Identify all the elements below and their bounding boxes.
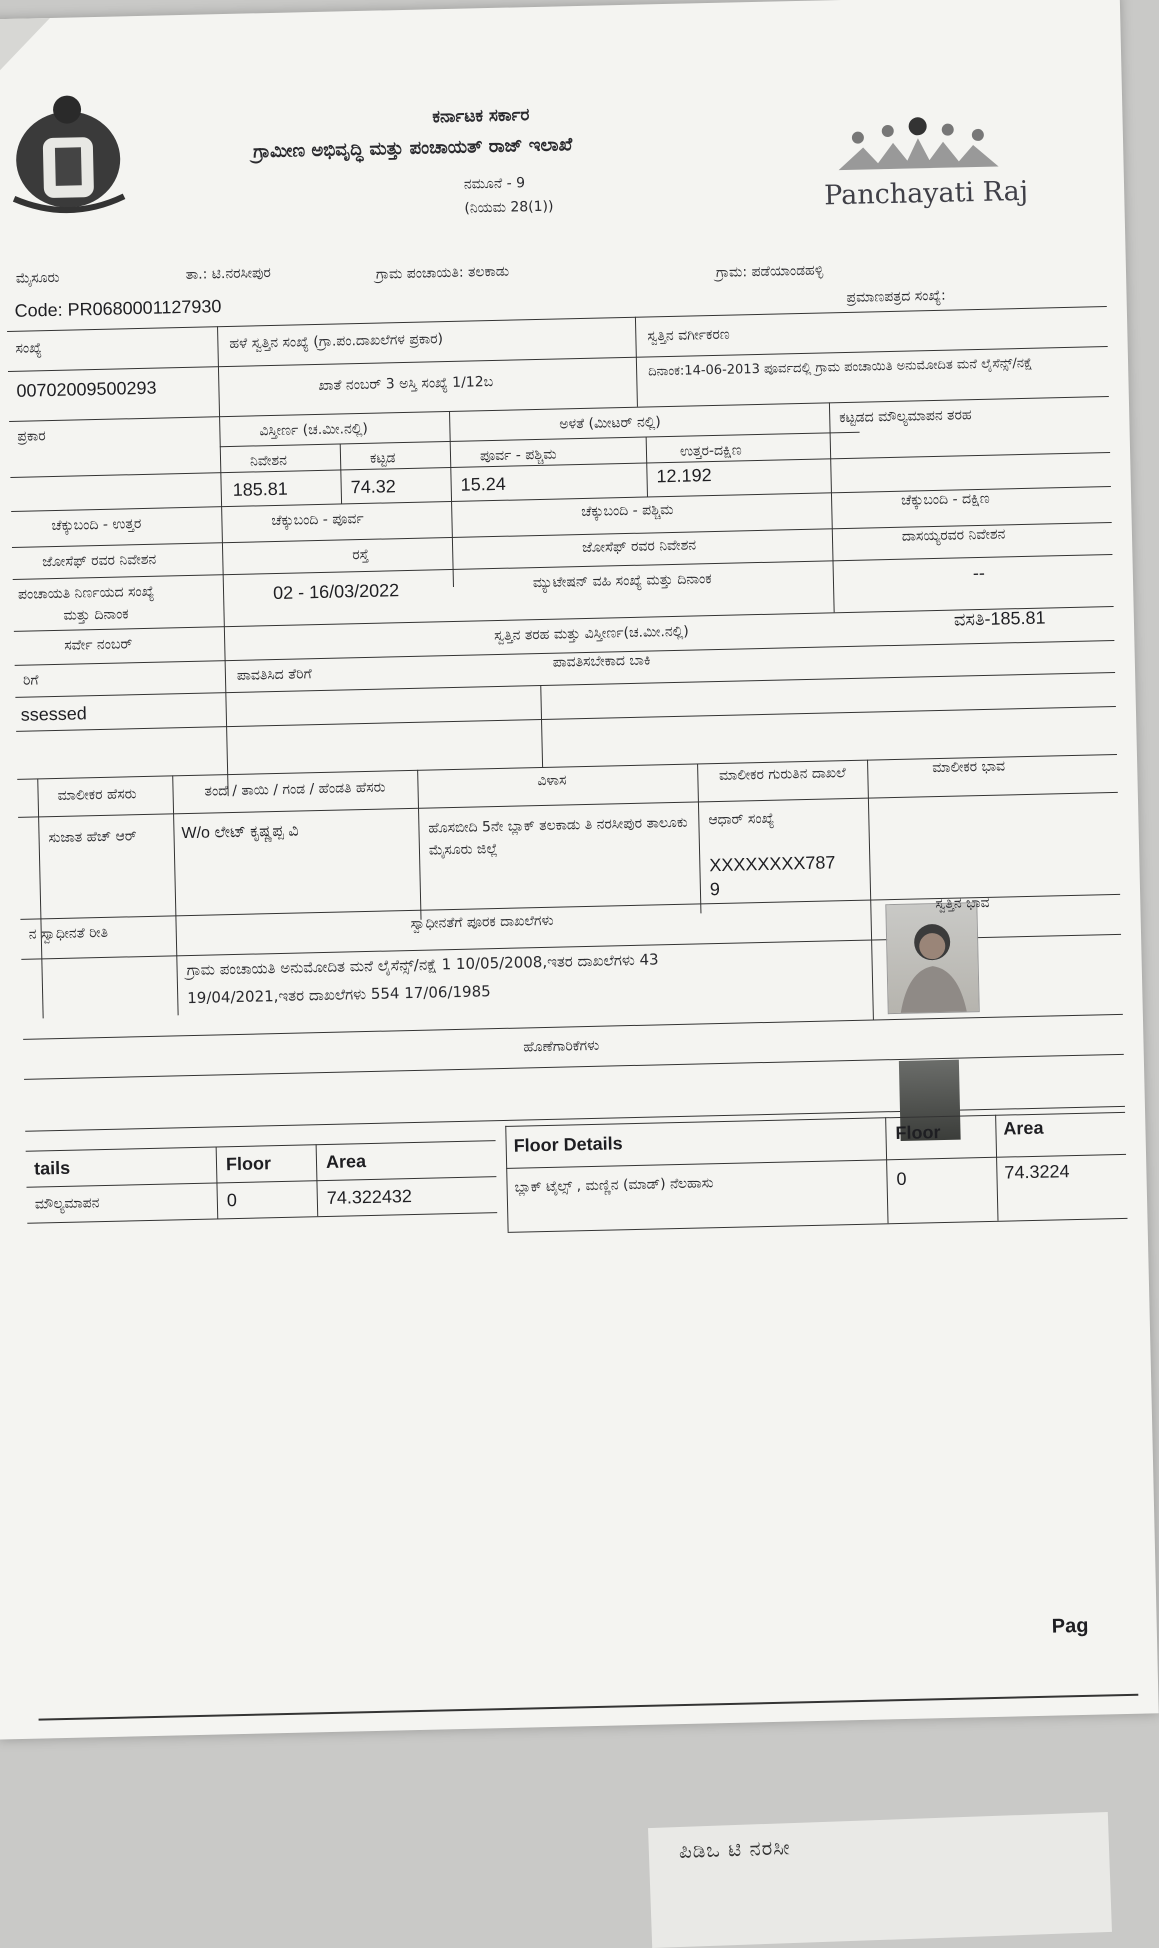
west-boundary-value: ಜೋಸೆಫ್ ರವರ ನಿವೇಶನ (581, 537, 697, 557)
owner-photo-label: ಮಾಲೀಕರ ಭಾವ (932, 758, 1006, 777)
survey-number-label: ಸರ್ವೇ ನಂಬರ್ (64, 636, 133, 654)
ownership-docs-label: ಸ್ವಾಧೀನತೆಗೆ ಪೂರಕ ದಾಖಲೆಗಳು (410, 912, 554, 933)
floors-right-area: 74.3224 (1004, 1161, 1070, 1183)
type-area-label: ಸ್ವತ್ತಿನ ತರಹ ಮತ್ತು ವಿಸ್ತೀರ್ಣ(ಚ.ಮೀ.ನಲ್ಲಿ) (493, 623, 689, 645)
code: Code: PR0680001127930 (14, 296, 222, 321)
liabilities-label: ಹೊಣೆಗಾರಿಕೆಗಳು (523, 1037, 600, 1056)
classification-label: ಸ್ವತ್ತಿನ ವರ್ಗೀಕರಣ (647, 326, 730, 345)
floors-left-header-floor: Floor (225, 1153, 272, 1175)
type-label: ಪ್ರಕಾರ (17, 428, 46, 445)
south-boundary-value: ದಾಸಯ್ಯರವರ ನಿವೇಶನ (901, 526, 1006, 545)
mutation-label: ಮ್ಯುಟೇಷನ್ ವಹಿ ಸಂಖ್ಯೆ ಮತ್ತು ದಿನಾಂಕ (532, 571, 712, 592)
taluk: ತಾ.: ಟಿ.ನರಸೀಪುರ (185, 265, 272, 283)
west-boundary-label: ಚೆಕ್ಕುಬಂದಿ - ಪಶ್ಚಿಮ (581, 501, 674, 521)
owner-id-type: ಆಧಾರ್ ಸಂಖ್ಯೆ (708, 810, 775, 829)
east-boundary-label: ಚೆಕ್ಕುಬಂದಿ - ಪೂರ್ವ (271, 510, 364, 530)
property-no-value: 00702009500293 (16, 377, 157, 401)
paid-tax-label: ಪಾವತಿಸಿದ ತೆರಿಗೆ (236, 666, 312, 684)
classification-value: ದಿನಾಂಕ:14-06-2013 ಪೂರ್ವದಲ್ಲಿ ಗ್ರಾಮ ಪಂಚಾಯಿತಿ ಅನುಮೋದಿತ ಮನೆ ಲೈಸೆನ್ಸ್/ನಕ್ಷೆ (647, 355, 1033, 380)
north-boundary-value: ಜೋಸೆಫ್ ರವರ ನಿವೇಶನ (42, 551, 157, 571)
underlying-sheet (648, 1812, 1112, 1948)
site-area-value: 185.81 (232, 478, 289, 500)
ownership-docs-line-2: 19/04/2021,ಇತರ ದಾಖಲೆಗಳು 554 17/06/1985 (187, 982, 491, 1008)
building-area-value: 74.32 (350, 476, 396, 498)
owner-id-value: XXXXXXXX787 (709, 852, 836, 876)
measure-label: ಅಳತೆ (ಮೀಟರ್ ನಲ್ಲಿ) (559, 414, 661, 433)
floors-right-details: ಬ್ಲಾಕ್ ಟೈಲ್ಸ್ , ಮಣ್ಣಿನ (ಮಾಡ್) ನೆಲಹಾಸು (514, 1175, 714, 1196)
floors-right-header-area: Area (1003, 1117, 1044, 1139)
floors-right-floor: 0 (896, 1168, 907, 1190)
site-label: ನಿವೇಶನ (249, 452, 288, 470)
tax-assessed-value: ssessed (20, 703, 88, 725)
address-label: ವಿಳಾಸ (537, 772, 567, 790)
area-label: ವಿಸ್ತೀರ್ಣ (ಚ.ಮೀ.ನಲ್ಲಿ) (259, 420, 369, 440)
property-no-label: ಸಂಖ್ಯೆ (15, 340, 42, 357)
floors-right-header-details: Floor Details (513, 1133, 623, 1156)
tax-label: ರಿಗೆ (22, 672, 39, 689)
floors-left-header-area: Area (325, 1151, 367, 1172)
ownership-docs-line-1: ಗ್ರಾಮ ಪಂಚಾಯತಿ ಅನುಮೋದಿತ ಮನೆ ಲೈಸೆನ್ಸ್/ನಕ್ಷೆ 1 10/05/2008,ಇತರ ದಾಖಲೆಗಳು 43 (186, 950, 659, 980)
district: ಮೈಸೂರು (15, 269, 60, 287)
owner-photo (885, 902, 979, 1014)
due-tax-label: ಪಾವತಿಸಬೇಕಾದ ಬಾಕಿ (552, 652, 651, 671)
east-west-value: 15.24 (460, 473, 506, 495)
panchayati-raj-logo-icon (822, 106, 1014, 180)
govt-title: ಕರ್ನಾಟಕ ಸರ್ಕಾರ (432, 105, 530, 128)
east-boundary-value: ರಸ್ತೆ (352, 546, 370, 564)
old-property-no-value: ಖಾತೆ ನಂಬರ್ 3 ಅಸ್ತಿ ಸಂಖ್ಯೆ 1/12ಬ (318, 374, 494, 394)
person-icon (886, 903, 978, 1013)
floors-left-details: ಮೌಲ್ಯಮಾಪನ (34, 1195, 100, 1213)
owner-id-value-tail: 9 (709, 878, 721, 900)
gram-panchayat: ಗ್ರಾಮ ಪಂಚಾಯತಿ: ತಲಕಾಡು (375, 263, 510, 283)
north-boundary-label: ಚೆಕ್ಕುಬಂದಿ - ಉತ್ತರ (51, 516, 142, 535)
panchayati-raj-logo-text: Panchayati Raj (823, 175, 1029, 212)
old-property-no-label: ಹಳೆ ಸ್ವತ್ತಿನ ಸಂಖ್ಯೆ (ಗ್ರಾ.ಪಂ.ದಾಖಲೆಗಳ ಪ್ರಕಾರ) (229, 331, 444, 352)
rule-number: (ನಿಯಮ 28(1)) (464, 198, 554, 217)
underlying-sheet-text: ಪಿಡಿಒ ಟಿ ನರಸೀ (678, 1835, 791, 1863)
floors-left-header-details: tails (33, 1157, 71, 1179)
owner-name-value: ಸುಜಾತ ಹೆಚ್ ಆರ್ (48, 828, 137, 847)
address-value: ಹೊಸಬೀದಿ 5ನೇ ಬ್ಲಾಕ್ ತಲಕಾಡು ತಿ ನರಸೀಪುರ ತಾಲೂಕು ಮೈಸೂರು ಜಿಲ್ಲೆ (428, 814, 688, 859)
floors-left-floor: 0 (226, 1190, 238, 1211)
south-boundary-label: ಚೆಕ್ಕುಬಂದಿ - ದಕ್ಷಿಣ (900, 490, 990, 509)
village: ಗ್ರಾಮ: ಪಡೆಯಾಂಡಹಳ್ಳಿ (715, 262, 824, 281)
mutation-value: -- (972, 562, 986, 584)
owner-name-label: ಮಾಲೀಕರ ಹೆಸರು (57, 786, 137, 804)
valuation-label: ಕಟ್ಟಡದ ಮೌಲ್ಯಮಾಪನ ತರಹ (839, 407, 972, 427)
north-south-value: 12.192 (656, 465, 712, 487)
page-number: Pag (1051, 1614, 1089, 1638)
east-west-label: ಪೂರ್ವ - ಪಶ್ಚಿಮ (479, 446, 557, 465)
type-area-value: ವಸತಿ-185.81 (953, 607, 1046, 630)
resolution-value: 02 - 16/03/2022 (272, 580, 400, 604)
resolution-label-2: ಮತ್ತು ದಿನಾಂಕ (63, 606, 129, 624)
dept-title: ಗ್ರಾಮೀಣ ಅಭಿವೃದ್ಧಿ ಮತ್ತು ಪಂಚಾಯತ್ ರಾಜ್ ಇಲಾಖೆ (252, 134, 573, 163)
property-photo-label: ಸ್ವತ್ತಿನ ಭಾವ (935, 894, 990, 913)
ownership-mode-label: ನ ಸ್ವಾಧೀನತೆ ರೀತಿ (28, 924, 109, 943)
floors-left-area: 74.322432 (326, 1186, 413, 1208)
north-south-label: ಉತ್ತರ-ದಕ್ಷಿಣ (679, 442, 742, 460)
owner-id-label: ಮಾಲೀಕರ ಗುರುತಿನ ದಾಖಲೆ (718, 765, 846, 784)
karnataka-emblem-icon (2, 86, 135, 219)
certificate-number-label: ಪ್ರಮಾಣಪತ್ರದ ಸಂಖ್ಯೆ: (846, 287, 946, 306)
floors-right-header-floor: Floor (895, 1122, 941, 1144)
relation-value: W/o ಲೇಟ್ ಕೃಷ್ಣಪ್ಪ ವಿ (181, 822, 299, 843)
form-number: ನಮೂನೆ - 9 (463, 175, 526, 193)
resolution-label: ಪಂಚಾಯತಿ ನಿರ್ಣಯದ ಸಂಖ್ಯೆ (17, 583, 155, 603)
relation-label: ತಂದೆ / ತಾಯಿ / ಗಂಡ / ಹೆಂಡತಿ ಹೆಸರು (204, 779, 386, 800)
building-label: ಕಟ್ಟಡ (369, 450, 396, 467)
